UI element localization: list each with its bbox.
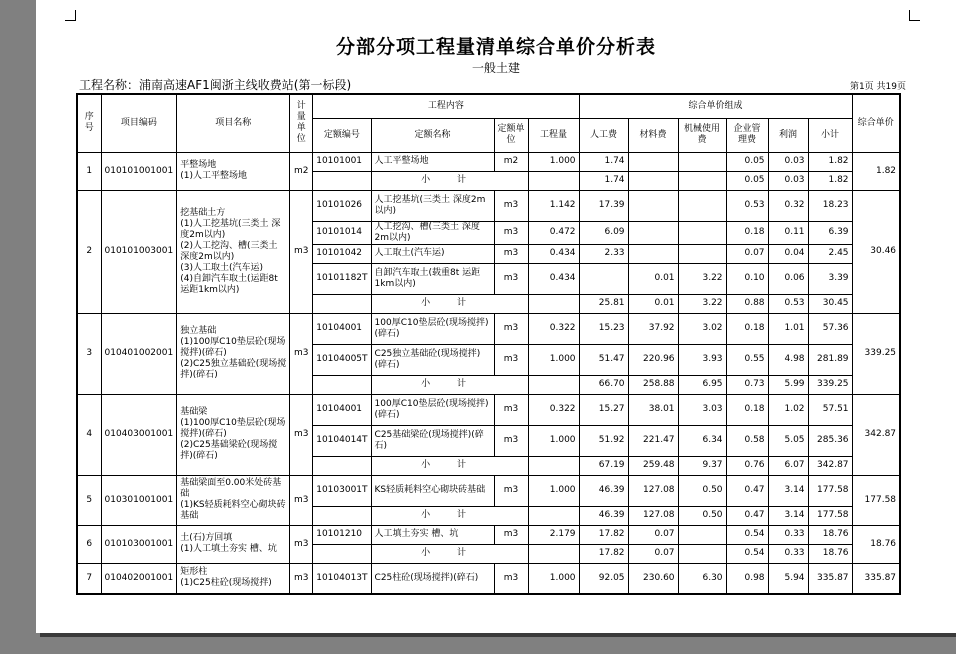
item-unit-price: 30.46	[852, 190, 900, 313]
item-unit: m3	[290, 190, 313, 313]
item-code: 010403001001	[101, 394, 177, 475]
header-qty: 工程量	[528, 118, 579, 152]
cost-labor: 6.09	[579, 221, 628, 244]
cost-labor: 15.27	[579, 394, 628, 425]
cost-mgmt: 0.58	[726, 425, 768, 456]
item-name: 平整场地 (1)人工平整场地	[177, 152, 290, 190]
cost-sub: 177.58	[808, 475, 852, 506]
item-seq: 7	[77, 563, 101, 594]
quota-unit: m3	[494, 563, 528, 594]
quota-unit: m3	[494, 344, 528, 375]
cost-material: 38.01	[628, 394, 678, 425]
item-name: 独立基础 (1)100厚C10垫层砼(现场搅拌)(碎石) (2)C25独立基础砼(现场搅拌)(碎石)	[177, 313, 290, 394]
total-machine: 0.50	[678, 506, 726, 525]
item-code: 010101003001	[101, 190, 177, 313]
quota-no: 10101001	[313, 152, 371, 171]
cost-profit: 0.06	[768, 263, 808, 294]
quota-name: 100厚C10垫层砼(现场搅拌)(碎石)	[371, 394, 494, 425]
quota-no: 10101014	[313, 221, 371, 244]
cost-material	[628, 221, 678, 244]
header-labor: 人工费	[579, 118, 628, 152]
quota-qty: 1.142	[528, 190, 579, 221]
cost-profit: 1.02	[768, 394, 808, 425]
cost-sub: 57.51	[808, 394, 852, 425]
quota-qty: 1.000	[528, 344, 579, 375]
quota-name: C25基础梁砼(现场搅拌)(碎石)	[371, 425, 494, 456]
total-profit: 0.03	[768, 171, 808, 190]
item-unit-price: 339.25	[852, 313, 900, 394]
cost-profit: 0.04	[768, 244, 808, 263]
subtotal-blank	[313, 544, 371, 563]
quota-name: 自卸汽车取土(载重8t 运距1km以内)	[371, 263, 494, 294]
subtotal-blank	[313, 506, 371, 525]
item-name: 基础梁面至0.00米处砖基础 (1)KS轻质耗料空心砌块砖基础	[177, 475, 290, 525]
cost-machine: 3.22	[678, 263, 726, 294]
cost-labor: 2.33	[579, 244, 628, 263]
subtotal-blank	[313, 456, 371, 475]
document-title: 分部分项工程量清单综合单价分析表	[335, 36, 656, 58]
item-unit-price: 18.76	[852, 525, 900, 563]
cost-mgmt: 0.10	[726, 263, 768, 294]
quota-no: 10104013T	[313, 563, 371, 594]
crop-mark-top-right	[909, 10, 920, 21]
total-profit: 5.99	[768, 375, 808, 394]
total-machine: 9.37	[678, 456, 726, 475]
quota-unit: m3	[494, 190, 528, 221]
quota-unit: m3	[494, 313, 528, 344]
header-machine: 机械使用费	[678, 118, 726, 152]
total-machine: 3.22	[678, 294, 726, 313]
cost-sub: 281.89	[808, 344, 852, 375]
item-unit-price: 342.87	[852, 394, 900, 475]
table-row	[77, 475, 900, 506]
cost-sub: 6.39	[808, 221, 852, 244]
item-code: 010401002001	[101, 313, 177, 394]
cost-profit: 0.32	[768, 190, 808, 221]
cost-material	[628, 244, 678, 263]
quota-no: 10104001	[313, 313, 371, 344]
total-profit: 3.14	[768, 506, 808, 525]
item-unit: m3	[290, 525, 313, 563]
total-material: 0.01	[628, 294, 678, 313]
cost-material: 221.47	[628, 425, 678, 456]
header-code: 项目编码	[101, 94, 177, 152]
cost-material	[628, 152, 678, 171]
cost-material: 37.92	[628, 313, 678, 344]
total-sub: 339.25	[808, 375, 852, 394]
cost-labor: 17.82	[579, 525, 628, 544]
total-sub: 30.45	[808, 294, 852, 313]
header-content: 工程内容	[313, 94, 579, 118]
item-code: 010103001001	[101, 525, 177, 563]
cost-mgmt: 0.53	[726, 190, 768, 221]
quota-unit: m3	[494, 525, 528, 544]
quota-qty: 0.434	[528, 244, 579, 263]
cost-profit: 3.14	[768, 475, 808, 506]
item-unit-price: 335.87	[852, 563, 900, 594]
cost-sub: 285.36	[808, 425, 852, 456]
total-machine: 6.95	[678, 375, 726, 394]
total-material: 0.07	[628, 544, 678, 563]
crop-mark-top-left	[65, 10, 76, 21]
quota-qty: 1.000	[528, 475, 579, 506]
cost-mgmt: 0.05	[726, 152, 768, 171]
quota-no: 10101210	[313, 525, 371, 544]
project-line	[79, 76, 351, 93]
item-unit-price: 1.82	[852, 152, 900, 190]
total-machine	[678, 171, 726, 190]
table-row	[77, 152, 900, 171]
item-unit: m3	[290, 563, 313, 594]
cost-machine	[678, 152, 726, 171]
quota-name: C25柱砼(现场搅拌)(碎石)	[371, 563, 494, 594]
total-mgmt: 0.47	[726, 506, 768, 525]
total-mgmt: 0.54	[726, 544, 768, 563]
table-row	[77, 563, 900, 594]
cost-labor: 1.74	[579, 152, 628, 171]
subtotal-label: 小 计	[371, 456, 528, 475]
document-subtitle: 一般土建	[471, 61, 520, 75]
cost-material: 0.01	[628, 263, 678, 294]
cost-profit: 5.05	[768, 425, 808, 456]
header-mgmt: 企业管理费	[726, 118, 768, 152]
header-seq: 序号	[77, 94, 101, 152]
subtotal-blank	[528, 544, 579, 563]
quota-no: 10104001	[313, 394, 371, 425]
item-name: 基础梁 (1)100厚C10垫层砼(现场搅拌)(碎石) (2)C25基础梁砼(现场搅拌)(碎石)	[177, 394, 290, 475]
analysis-table	[76, 93, 901, 595]
table-row	[77, 394, 900, 425]
item-code: 010301001001	[101, 475, 177, 525]
cost-machine: 3.93	[678, 344, 726, 375]
total-mgmt: 0.73	[726, 375, 768, 394]
page-info: 第1页 共19页	[849, 82, 906, 92]
header-quota-name: 定额名称	[371, 118, 494, 152]
header-quota-no: 定额编号	[313, 118, 371, 152]
cost-labor: 51.92	[579, 425, 628, 456]
quota-name: 人工填土夯实 槽、坑	[371, 525, 494, 544]
item-seq: 4	[77, 394, 101, 475]
subtotal-blank	[313, 171, 371, 190]
item-code: 010402001001	[101, 563, 177, 594]
total-profit: 0.53	[768, 294, 808, 313]
cost-sub: 3.39	[808, 263, 852, 294]
subtotal-blank	[313, 375, 371, 394]
cost-material: 0.07	[628, 525, 678, 544]
item-code: 010101001001	[101, 152, 177, 190]
total-material	[628, 171, 678, 190]
total-sub: 1.82	[808, 171, 852, 190]
total-profit: 6.07	[768, 456, 808, 475]
item-unit: m3	[290, 394, 313, 475]
subtotal-blank	[528, 456, 579, 475]
cost-mgmt: 0.18	[726, 313, 768, 344]
cost-profit: 1.01	[768, 313, 808, 344]
item-seq: 1	[77, 152, 101, 190]
project-name: 浦南高速AF1闽浙主线收费站(第一标段)	[139, 78, 352, 92]
quota-qty: 0.322	[528, 394, 579, 425]
header-profit: 利润	[768, 118, 808, 152]
quota-unit: m3	[494, 394, 528, 425]
cost-sub: 335.87	[808, 563, 852, 594]
total-machine	[678, 544, 726, 563]
total-profit: 0.33	[768, 544, 808, 563]
quota-name: 人工挖沟、槽(三类土 深度2m以内)	[371, 221, 494, 244]
cost-sub: 57.36	[808, 313, 852, 344]
header-unit: 计量单位	[290, 94, 313, 152]
cost-material: 127.08	[628, 475, 678, 506]
quota-name: 人工平整场地	[371, 152, 494, 171]
cost-labor: 17.39	[579, 190, 628, 221]
cost-labor	[579, 263, 628, 294]
subtotal-label: 小 计	[371, 506, 528, 525]
subtotal-blank	[528, 506, 579, 525]
cost-profit: 0.33	[768, 525, 808, 544]
quota-name: 人工挖基坑(三类土 深度2m以内)	[371, 190, 494, 221]
table-row	[77, 190, 900, 221]
cost-mgmt: 0.07	[726, 244, 768, 263]
cost-mgmt: 0.18	[726, 394, 768, 425]
quota-qty: 1.000	[528, 425, 579, 456]
cost-sub: 18.23	[808, 190, 852, 221]
cost-material: 230.60	[628, 563, 678, 594]
total-material: 259.48	[628, 456, 678, 475]
quota-qty: 0.472	[528, 221, 579, 244]
total-labor: 66.70	[579, 375, 628, 394]
quota-no: 10101026	[313, 190, 371, 221]
cost-sub: 2.45	[808, 244, 852, 263]
item-unit: m3	[290, 475, 313, 525]
cost-machine: 3.02	[678, 313, 726, 344]
total-material: 127.08	[628, 506, 678, 525]
cost-mgmt: 0.47	[726, 475, 768, 506]
quota-no: 10101042	[313, 244, 371, 263]
header-composition: 综合单价组成	[579, 94, 852, 118]
total-labor: 1.74	[579, 171, 628, 190]
document-page	[36, 0, 956, 633]
subtotal-label: 小 计	[371, 544, 528, 563]
total-labor: 67.19	[579, 456, 628, 475]
cost-machine	[678, 525, 726, 544]
cost-profit: 4.98	[768, 344, 808, 375]
item-seq: 6	[77, 525, 101, 563]
quota-qty: 0.434	[528, 263, 579, 294]
subtotal-label: 小 计	[371, 294, 528, 313]
total-mgmt: 0.88	[726, 294, 768, 313]
cost-mgmt: 0.18	[726, 221, 768, 244]
header-subtotal: 小计	[808, 118, 852, 152]
item-name: 矩形柱 (1)C25柱砼(现场搅拌)	[177, 563, 290, 594]
quota-no: 10104005T	[313, 344, 371, 375]
cost-machine	[678, 221, 726, 244]
item-name: 挖基础土方 (1)人工挖基坑(三类土 深度2m以内) (2)人工挖沟、槽(三类土 深度2m以内) (3)人工取土(汽车运) (4)自卸汽车取土(运距8t 运距1km以内)	[177, 190, 290, 313]
cost-machine: 3.03	[678, 394, 726, 425]
item-name: 土(石)方回填 (1)人工填土夯实 槽、坑	[177, 525, 290, 563]
cost-labor: 15.23	[579, 313, 628, 344]
item-seq: 3	[77, 313, 101, 394]
cost-machine: 0.50	[678, 475, 726, 506]
total-sub: 18.76	[808, 544, 852, 563]
table-row	[77, 525, 900, 544]
cost-material	[628, 190, 678, 221]
quota-name: C25独立基础砼(现场搅拌)(碎石)	[371, 344, 494, 375]
header-unit-price: 综合单价	[852, 94, 900, 152]
item-seq: 2	[77, 190, 101, 313]
header-row-1	[77, 94, 900, 118]
quota-no: 10101182T	[313, 263, 371, 294]
header-quota-unit: 定额单位	[494, 118, 528, 152]
total-sub: 342.87	[808, 456, 852, 475]
item-unit: m2	[290, 152, 313, 190]
quota-unit: m3	[494, 425, 528, 456]
cost-mgmt: 0.98	[726, 563, 768, 594]
total-labor: 46.39	[579, 506, 628, 525]
subtotal-blank	[528, 294, 579, 313]
cost-mgmt: 0.55	[726, 344, 768, 375]
subtotal-blank	[313, 294, 371, 313]
quota-name: KS轻质耗料空心砌块砖基础	[371, 475, 494, 506]
page-shadow	[40, 633, 956, 637]
quota-no: 10103001T	[313, 475, 371, 506]
cost-labor: 92.05	[579, 563, 628, 594]
total-material: 258.88	[628, 375, 678, 394]
quota-unit: m3	[494, 244, 528, 263]
cost-machine: 6.30	[678, 563, 726, 594]
cost-machine: 6.34	[678, 425, 726, 456]
total-mgmt: 0.05	[726, 171, 768, 190]
subtotal-label: 小 计	[371, 375, 528, 394]
subtotal-blank	[528, 375, 579, 394]
subtotal-blank	[528, 171, 579, 190]
quota-no: 10104014T	[313, 425, 371, 456]
cost-machine	[678, 244, 726, 263]
header-name: 项目名称	[177, 94, 290, 152]
cost-labor: 46.39	[579, 475, 628, 506]
total-labor: 17.82	[579, 544, 628, 563]
total-mgmt: 0.76	[726, 456, 768, 475]
quota-qty: 1.000	[528, 563, 579, 594]
total-labor: 25.81	[579, 294, 628, 313]
table-row	[77, 313, 900, 344]
cost-profit: 0.03	[768, 152, 808, 171]
item-unit: m3	[290, 313, 313, 394]
quota-unit: m2	[494, 152, 528, 171]
total-sub: 177.58	[808, 506, 852, 525]
item-unit-price: 177.58	[852, 475, 900, 525]
cost-mgmt: 0.54	[726, 525, 768, 544]
quota-unit: m3	[494, 263, 528, 294]
cost-profit: 5.94	[768, 563, 808, 594]
quota-name: 100厚C10垫层砼(现场搅拌)(碎石)	[371, 313, 494, 344]
quota-unit: m3	[494, 221, 528, 244]
quota-qty: 2.179	[528, 525, 579, 544]
item-seq: 5	[77, 475, 101, 525]
quota-qty: 1.000	[528, 152, 579, 171]
cost-material: 220.96	[628, 344, 678, 375]
cost-profit: 0.11	[768, 221, 808, 244]
cost-machine	[678, 190, 726, 221]
cost-sub: 18.76	[808, 525, 852, 544]
header-material: 材料费	[628, 118, 678, 152]
cost-labor: 51.47	[579, 344, 628, 375]
project-label: 工程名称：	[79, 78, 140, 92]
quota-name: 人工取土(汽车运)	[371, 244, 494, 263]
subtotal-label: 小 计	[371, 171, 528, 190]
quota-unit: m3	[494, 475, 528, 506]
quota-qty: 0.322	[528, 313, 579, 344]
cost-sub: 1.82	[808, 152, 852, 171]
